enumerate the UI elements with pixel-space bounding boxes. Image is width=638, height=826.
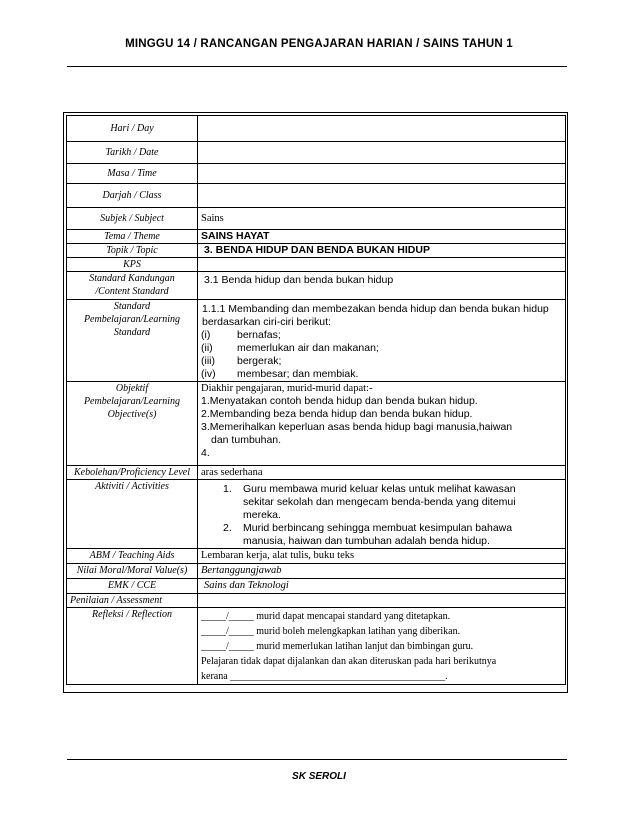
- sp-item: (ii) memerlukan air dan makanan;: [201, 342, 379, 354]
- objektif-intro: Diakhir pengajaran, murid-murid dapat:-: [201, 383, 373, 394]
- label-standard-kandungan: [67, 272, 198, 300]
- value-hari[interactable]: [198, 116, 566, 142]
- row-emk: [67, 579, 566, 594]
- label-obj-line2: Pembelajaran/Learning: [83, 396, 181, 407]
- sp-item: (iv) membesar; dan membiak.: [201, 368, 359, 380]
- row-kps: [67, 258, 566, 272]
- row-topik: [67, 244, 566, 258]
- objektif-item: 4.: [201, 447, 210, 459]
- row-tarikh: [67, 142, 566, 164]
- label-hari: Hari / Day: [67, 116, 198, 142]
- sp-item: (i) bernafas;: [201, 329, 281, 341]
- refleksi-line: kerana ___________________________________________.: [201, 671, 448, 682]
- objektif-item: 3.Memerihalkan keperluan asas benda hidup bagi manusia,haiwan: [201, 421, 513, 433]
- label-sp-line1: Standard: [113, 301, 151, 312]
- label-aktiviti: Aktiviti / Activities: [67, 480, 198, 549]
- label-kps: KPS: [67, 258, 198, 272]
- label-nilai: Nilai Moral/Moral Value(s): [67, 564, 198, 579]
- footer-rule: [67, 759, 567, 760]
- value-aktiviti: [198, 480, 566, 549]
- label-sp-line3: Standard: [113, 327, 151, 338]
- value-kps: [198, 258, 566, 272]
- refleksi-line: _____/_____ murid boleh melengkapkan latihan yang diberikan.: [201, 626, 461, 637]
- value-masa[interactable]: [198, 164, 566, 184]
- value-standard-pembelajaran: [198, 300, 566, 382]
- objektif-item: 2.Membanding beza benda hidup dan benda bukan hidup.: [201, 408, 473, 420]
- activity-item: 2. Murid berbincang sehingga membuat kesimpulan bahawa manusia, haiwan dan tumbuhan adalah benda hidup.: [223, 522, 513, 547]
- label-objektif: [67, 382, 198, 466]
- label-emk: EMK / CCE: [67, 579, 198, 594]
- objektif-item: 1.Menyatakan contoh benda hidup dan benda bukan hidup.: [201, 395, 478, 407]
- refleksi-line: _____/_____ murid dapat mencapai standard yang ditetapkan.: [201, 611, 451, 622]
- value-tarikh[interactable]: [198, 142, 566, 164]
- row-standard-pembelajaran: [67, 300, 566, 382]
- school-name: SK SEROLI: [292, 771, 346, 782]
- label-penilaian: Penilaian / Assessment: [67, 594, 198, 608]
- value-emk: Sains dan Teknologi: [198, 579, 566, 594]
- row-aktiviti: [67, 480, 566, 549]
- row-darjah: [67, 184, 566, 208]
- value-penilaian: [198, 594, 566, 608]
- label-obj-line3: Objective(s): [107, 409, 157, 420]
- label-kebolehan: Kebolehan/Proficiency Level: [67, 466, 198, 480]
- label-sk-line2: /Content Standard: [95, 286, 169, 297]
- page-header: MINGGU 14 / RANCANGAN PENGAJARAN HARIAN / SAINS TAHUN 1: [125, 38, 513, 50]
- label-subjek: Subjek / Subject: [67, 208, 198, 230]
- value-tema: SAINS HAYAT: [198, 230, 566, 244]
- label-tema: Tema / Theme: [67, 230, 198, 244]
- row-abm: [67, 549, 566, 564]
- label-sp-line2: Pembelajaran/Learning: [83, 314, 181, 325]
- row-masa: [67, 164, 566, 184]
- value-darjah[interactable]: [198, 184, 566, 208]
- label-masa: Masa / Time: [67, 164, 198, 184]
- row-tema: [67, 230, 566, 244]
- row-nilai: [67, 564, 566, 579]
- row-kebolehan: [67, 466, 566, 480]
- label-obj-line1: Objektif: [115, 383, 149, 394]
- label-sk-line1: Standard Kandungan: [89, 273, 175, 284]
- value-subjek: Sains: [198, 208, 566, 230]
- row-subjek: [67, 208, 566, 230]
- value-kebolehan: aras sederhana: [198, 466, 566, 480]
- label-topik: Topik / Topic: [67, 244, 198, 258]
- row-penilaian: [67, 594, 566, 608]
- value-refleksi: [198, 608, 566, 685]
- row-refleksi: [67, 608, 566, 685]
- row-standard-kandungan: [67, 272, 566, 300]
- sp-item: (iii) bergerak;: [201, 355, 282, 367]
- lesson-plan-table: [66, 115, 566, 685]
- value-nilai: Bertanggungjawab: [198, 564, 566, 579]
- value-objektif: [198, 382, 566, 466]
- refleksi-line: Pelajaran tidak dapat dijalankan dan akan diteruskan pada hari berikutnya: [201, 656, 497, 667]
- value-standard-kandungan: 3.1 Benda hidup dan benda bukan hidup: [198, 272, 566, 300]
- row-hari: [67, 116, 566, 142]
- label-standard-pembelajaran: [67, 300, 198, 382]
- label-refleksi: Refleksi / Reflection: [67, 608, 198, 685]
- header-rule: [67, 66, 567, 67]
- sp-intro: 1.1.1 Membanding dan membezakan benda hidup dan benda bukan hidup berdasarkan ciri-ciri berikut:: [202, 303, 549, 328]
- refleksi-line: _____/_____ murid memerlukan latihan lanjut dan bimbingan guru.: [201, 641, 474, 652]
- value-topik: 3. BENDA HIDUP DAN BENDA BUKAN HIDUP: [198, 244, 566, 258]
- label-tarikh: Tarikh / Date: [67, 142, 198, 164]
- label-abm: ABM / Teaching Aids: [67, 549, 198, 564]
- activity-item: 1. Guru membawa murid keluar kelas untuk melihat kawasan sekitar sekolah dan mengecam benda-benda yang ditemui mereka.: [223, 483, 516, 521]
- label-darjah: Darjah / Class: [67, 184, 198, 208]
- value-abm: Lembaran kerja, alat tulis, buku teks: [198, 549, 566, 564]
- objektif-item-cont: dan tumbuhan.: [211, 434, 282, 446]
- row-objektif: [67, 382, 566, 466]
